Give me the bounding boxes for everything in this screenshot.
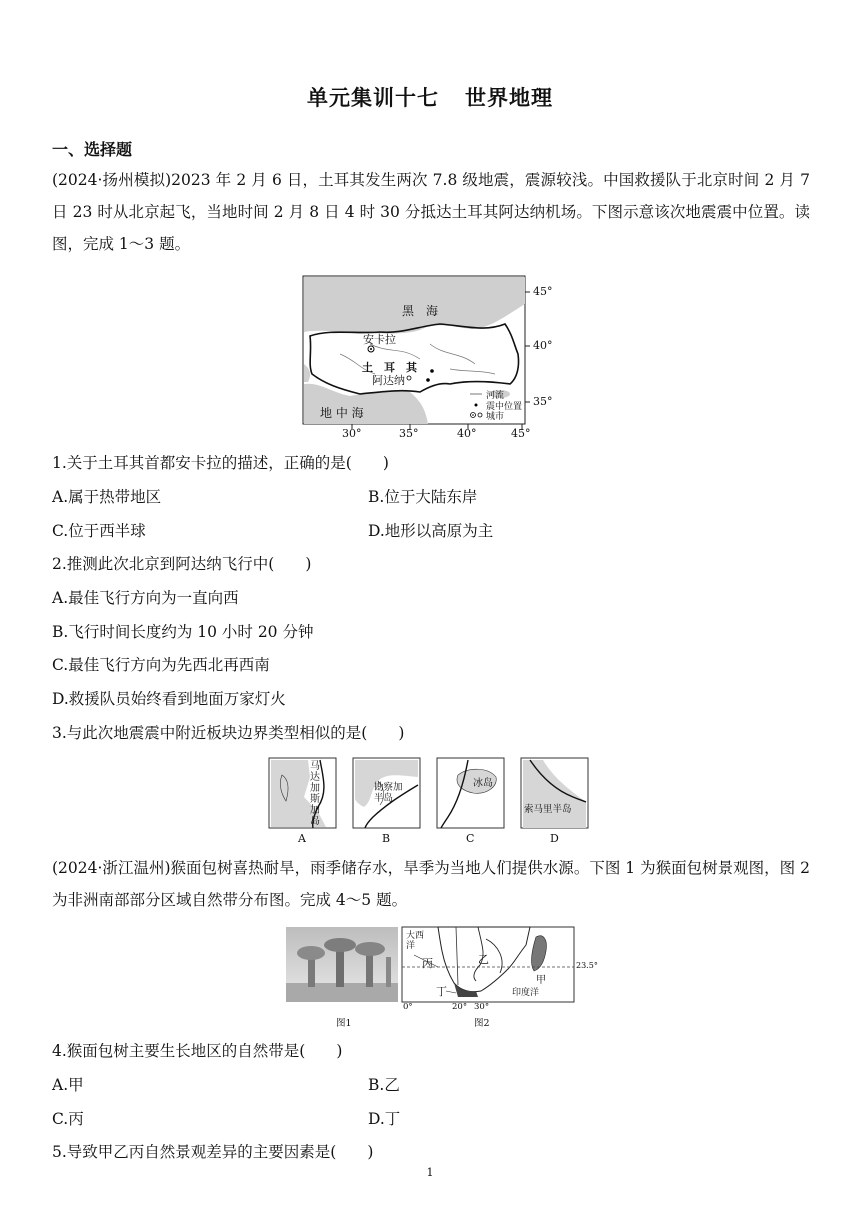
label-atlantic: 大西 洋 — [406, 931, 425, 951]
panel-a-letter: A — [298, 832, 306, 845]
intro-paragraph-1: (2024·扬州模拟)2023 年 2 月 6 日，土耳其发生两次 7.8 级地震，震源较浅。中国救援队于北京时间 2 月 7 日 23 时从北京起飞，当地时间 2 月 8 日 4 时 30 分抵达土耳其阿达纳机场。下图示意该次地震震中位置。读图，完成 1～3 题。 — [52, 171, 810, 253]
q2-option-c: C.最佳飞行方向为先西北再西南 — [52, 656, 270, 674]
q2-stem: 2.推测此次北京到阿达纳飞行中( ) — [52, 555, 312, 573]
q1-option-d: D.地形以高原为主 — [368, 522, 494, 540]
q4-stem: 4.猴面包树主要生长地区的自然带是( ) — [52, 1042, 343, 1060]
legend-river: 河流 — [486, 391, 505, 401]
label-indian-ocean: 印度洋 — [512, 988, 540, 998]
epicenter-dot-2 — [426, 378, 430, 382]
label-turkey: 土 耳 其 — [362, 361, 417, 374]
lat-40: 40° — [533, 339, 553, 352]
lat-35: 35° — [533, 395, 553, 408]
lat-45: 45° — [533, 285, 553, 298]
title-main: 单元集训十七 — [307, 86, 439, 110]
q1-option-a: A.属于热带地区 — [52, 488, 162, 506]
legend-city: 城市 — [486, 412, 505, 422]
label-bing: 丙 — [422, 957, 433, 970]
q2-option-b: B.飞行时间长度约为 10 小时 20 分钟 — [52, 623, 314, 641]
panel-b-letter: B — [382, 832, 391, 845]
page-title — [0, 82, 860, 112]
lon-20: 20° — [452, 1002, 468, 1012]
label-black-sea: 黑 海 — [402, 304, 439, 318]
plate-boundary-figures — [268, 757, 592, 849]
title-sub: 世界地理 — [465, 86, 553, 110]
panel-c-label: 冰岛 — [473, 778, 493, 789]
section-heading: 一、选择题 — [52, 140, 133, 159]
q4-option-a: A.甲 — [52, 1076, 84, 1094]
turkey-map — [300, 274, 562, 444]
lon-45: 45° — [511, 427, 531, 440]
q4-option-d: D.丁 — [368, 1110, 401, 1128]
q4-option-c: C.丙 — [52, 1110, 84, 1128]
page-number: 1 — [426, 1166, 434, 1179]
label-ding: 丁 — [436, 985, 447, 998]
label-ankara: 安卡拉 — [363, 333, 396, 346]
legend-epicenter: 震中位置 — [486, 402, 523, 412]
q2-option-a: A.最佳飞行方向为一直向西 — [52, 589, 239, 607]
lon-30: 30° — [474, 1002, 490, 1012]
lon-0: 0° — [403, 1002, 413, 1012]
label-adana: 阿达纳 — [372, 374, 405, 387]
q4-option-b: B.乙 — [368, 1076, 400, 1094]
caption-figure-2: 图2 — [474, 1018, 490, 1029]
q2-option-d: D.救援队员始终看到地面万家灯火 — [52, 690, 286, 708]
label-yi: 乙 — [478, 953, 489, 966]
panel-b-label: 勘察加半岛 — [374, 782, 403, 804]
panel-d-label: 索马里半岛 — [524, 804, 572, 815]
label-jia: 甲 — [536, 975, 546, 986]
q1-option-b: B.位于大陆东岸 — [368, 488, 478, 506]
q3-stem: 3.与此次地震震中附近板块边界类型相似的是( ) — [52, 724, 405, 742]
lat-23-5: 23.5° — [576, 961, 598, 970]
caption-figure-1: 图1 — [336, 1018, 352, 1029]
baobab-and-africa-figures — [286, 925, 598, 1031]
lon-30: 30° — [342, 427, 362, 440]
panel-a-label: 马达加斯加岛 — [310, 761, 320, 827]
panel-d-letter: D — [550, 832, 559, 845]
intro-paragraph-2: (2024·浙江温州)猴面包树喜热耐旱，雨季储存水，旱季为当地人们提供水源。下图 1 为猴面包树景观图，图 2 为非洲南部部分区域自然带分布图。完成 4～5 题。 — [52, 859, 810, 909]
q1-option-c: C.位于西半球 — [52, 522, 146, 540]
epicenter-dot-1 — [430, 369, 434, 373]
lon-40: 40° — [457, 427, 477, 440]
q5-stem: 5.导致甲乙丙自然景观差异的主要因素是( ) — [52, 1143, 374, 1161]
label-mediterranean: 地 中 海 — [320, 406, 364, 420]
lon-35: 35° — [399, 427, 419, 440]
panel-c-letter: C — [466, 832, 475, 845]
q1-stem: 1.关于土耳其首都安卡拉的描述，正确的是( ) — [52, 454, 389, 472]
